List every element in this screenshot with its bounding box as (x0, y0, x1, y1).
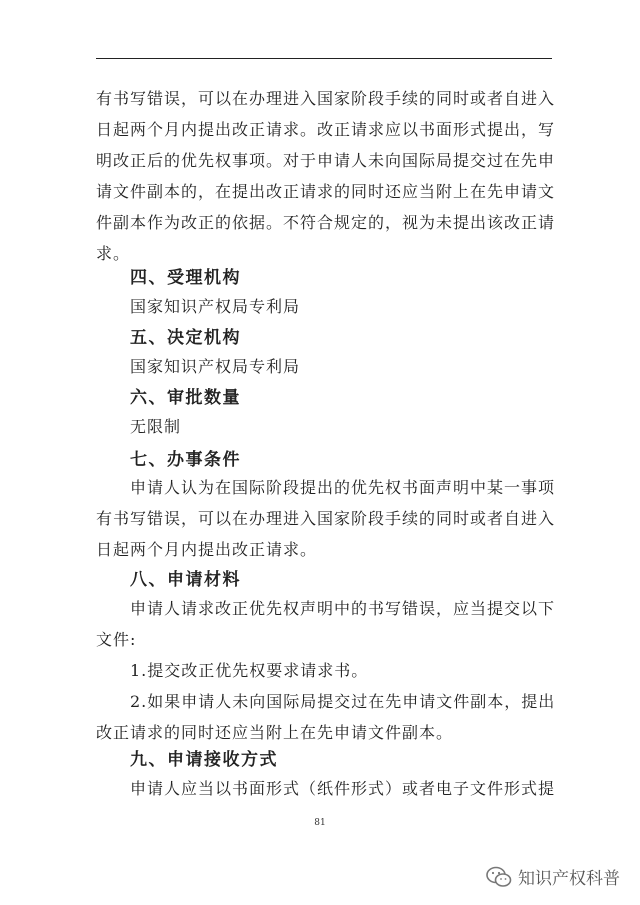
section-heading-approval-quantity: 六、审批数量 (130, 388, 241, 408)
section-heading-conditions: 七、办事条件 (130, 450, 241, 470)
text-line: 申请人认为在国际阶段提出的优先权书面声明中某一事项 (130, 478, 556, 497)
text-line: 日起两个月内提出改正请求。 (96, 540, 318, 559)
section-heading-materials: 八、申请材料 (130, 570, 241, 590)
materials-intro (96, 593, 555, 655)
section-heading-deciding-agency: 五、决定机构 (130, 328, 241, 348)
text-line: 件副本作为改正的依据。不符合规定的，视为未提出该改正请 (96, 213, 556, 232)
text-line: 改正请求的同时还应当附上在先申请文件副本。 (96, 723, 454, 742)
text-line: 明改正后的优先权事项。对于申请人未向国际局提交过在先申 (96, 151, 556, 170)
text-line: 2.如果申请人未向国际局提交过在先申请文件副本，提出 (130, 692, 556, 711)
receiving-method-text: 申请人应当以书面形式（纸件形式）或者电子文件形式提 (130, 779, 556, 798)
text-line: 请文件副本的，在提出改正请求的同时还应当附上在先申请文 (96, 182, 556, 201)
deciding-agency-text: 国家知识产权局专利局 (130, 357, 301, 376)
header-rule (96, 58, 552, 59)
text-line: 文件: (96, 630, 137, 649)
watermark (486, 864, 620, 889)
approval-quantity-text: 无限制 (130, 417, 182, 436)
accepting-agency-text: 国家知识产权局专利局 (130, 297, 301, 316)
materials-item-2 (96, 686, 555, 748)
section-heading-receiving-method: 九、申请接收方式 (130, 750, 278, 770)
text-line: 有书写错误，可以在办理进入国家阶段手续的同时或者自进入 (96, 89, 556, 108)
text-line: 日起两个月内提出改正请求。改正请求应以书面形式提出，写 (96, 120, 556, 139)
paragraph-priority-correction (96, 83, 555, 269)
wechat-icon (486, 866, 512, 888)
section-heading-accepting-agency: 四、受理机构 (130, 268, 241, 288)
materials-item-1: 1.提交改正优先权要求请求书。 (130, 661, 369, 680)
conditions-paragraph (96, 472, 555, 565)
watermark-text: 知识产权科普 (518, 869, 620, 889)
text-line: 求。 (96, 244, 131, 263)
page-number: 81 (314, 818, 326, 828)
text-line: 有书写错误，可以在办理进入国家阶段手续的同时或者自进入 (96, 509, 556, 528)
text-line: 申请人请求改正优先权声明中的书写错误，应当提交以下 (130, 599, 556, 618)
